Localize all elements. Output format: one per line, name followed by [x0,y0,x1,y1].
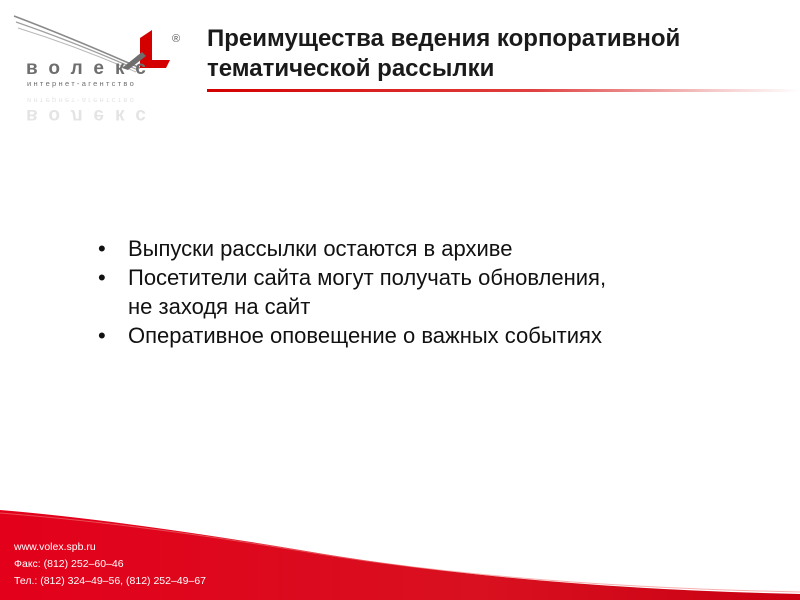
slide-title-line: тематической рассылки [207,55,495,82]
slide-title-line: Преимущества ведения корпоративной [207,25,681,52]
bullet-list [98,234,738,350]
bullet-item [98,321,738,350]
bullet-item [98,234,738,263]
slide-title [207,24,777,84]
logo-reflection-tagline: интернет-агентство [27,96,137,105]
volex-logo [12,8,192,138]
bullet-text-continued: не заходя на сайт [128,294,311,319]
bullet-item [98,263,738,321]
bullet-dot: • [98,236,106,261]
bullet-dot: • [98,323,106,348]
registered-mark: ® [172,33,181,45]
footer-contacts [14,539,206,590]
logo-graphic [12,8,192,138]
footer-website-link[interactable]: www.volex.spb.ru [14,541,96,553]
title-underline [207,89,800,92]
bullet-dot: • [98,265,106,290]
logo-tagline: интернет-агентство [27,79,137,88]
footer-phone: Тел.: (812) 324–49–56, (812) 252–49–67 [14,575,206,587]
logo-reflection: волекс [26,105,157,126]
bullet-text: Оперативное оповещение о важных событиях [128,323,602,348]
footer-fax: Факс: (812) 252–60–46 [14,558,124,570]
bullet-text: Посетители сайта могут получать обновления, [128,265,607,290]
logo-brand-text: волекс [26,58,157,79]
bullet-text: Выпуски рассылки остаются в архиве [128,236,513,261]
